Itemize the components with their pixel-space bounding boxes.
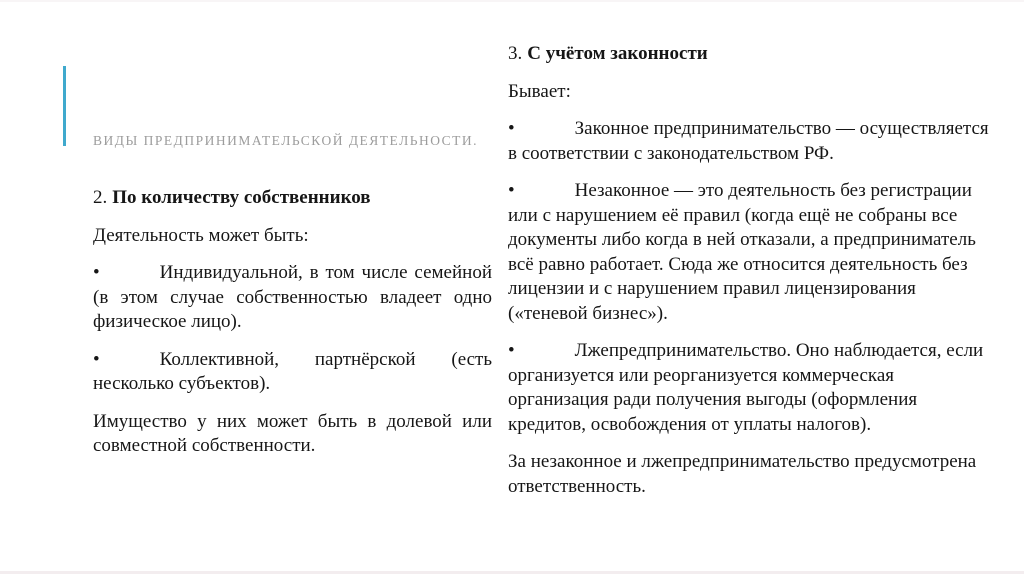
bullet-item (508, 179, 989, 326)
bullet-marker: • (508, 340, 515, 361)
section-heading-left (93, 186, 492, 211)
heading-number: 3. (508, 43, 523, 64)
slide-title: ВИДЫ ПРЕДПРИНИМАТЕЛЬСКОЙ ДЕЯТЕЛЬНОСТИ. (93, 133, 479, 148)
accent-bar (63, 66, 66, 146)
heading-text: С учётом законности (527, 43, 708, 64)
bullet-item (93, 348, 492, 397)
bullet-item (508, 339, 989, 437)
heading-number: 2. (93, 187, 108, 208)
bullet-text: Незаконное — это деятельность без регистрации или с нарушением её правил (когда ещё не собраны все документы либо когда в ней отказали, а предприниматель всё равно работает. Сюда же относится деятельность без лицензии и с нарушением правил лицензирования («теневой бизнес»). (508, 180, 976, 324)
note-text: За незаконное и лжепредпринимательство предусмотрена ответственность. (508, 451, 977, 497)
right-column (508, 42, 989, 512)
bullet-marker: • (93, 262, 100, 283)
intro-text: Деятельность может быть: (93, 224, 309, 246)
note-text: Имущество у них может быть в долевой или совместной собственности. (93, 410, 492, 456)
bullet-text: Лжепредпринимательство. Оно наблюдается, если организуется или реорганизуется коммерческая организация ради получения выгоды (оформления кредитов, освобождения от уплаты налогов). (508, 340, 984, 435)
left-column (93, 186, 492, 472)
bullet-marker: • (508, 180, 515, 201)
intro-text: Бывает: (508, 80, 571, 102)
bullet-marker: • (508, 118, 515, 139)
heading-text: По количеству собственников (112, 187, 371, 208)
section-heading-right (508, 42, 989, 67)
bullet-item (508, 117, 989, 166)
bullet-item (93, 261, 492, 335)
slide-top-edge (0, 0, 1024, 2)
bullet-text: Коллективной, партнёрской (есть несколько субъектов). (93, 348, 492, 394)
bullet-text: Индивидуальной, в том числе семейной (в этом случае собственностью владеет одно физическое лицо). (93, 262, 492, 332)
bullet-text: Законное предпринимательство — осуществляется в соответствии с законодательством РФ. (508, 118, 989, 164)
bullet-marker: • (93, 348, 100, 370)
